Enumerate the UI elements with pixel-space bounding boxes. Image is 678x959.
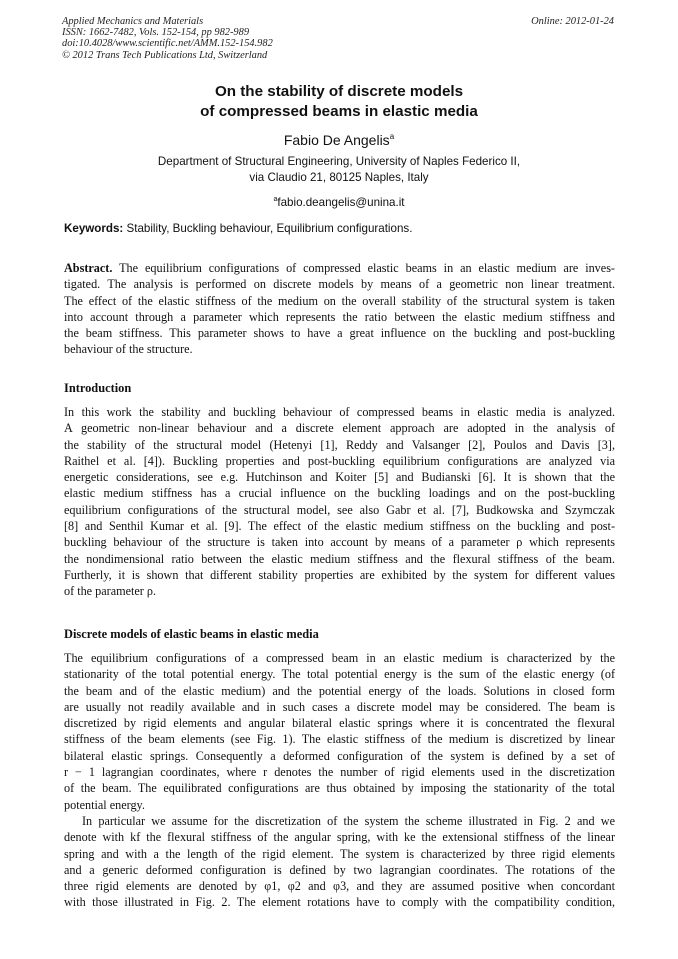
intro-line: the nondimensional ratio between the elastic medium stiffness and the flexural stiffness of the beam.	[64, 551, 615, 566]
keywords-text: Stability, Buckling behaviour, Equilibrium configurations.	[123, 222, 413, 235]
intro-line: Raithel et al. [4]). Buckling properties and post-buckling equilibrium configurations are analyzed via	[64, 453, 615, 468]
journal-copyright: © 2012 Trans Tech Publications Ltd, Switzerland	[62, 49, 268, 61]
intro-line: buckling behaviour of the structure is taken into account by means of a parameter ρ which represents	[64, 535, 615, 550]
affiliation-line-2: via Claudio 21, 80125 Naples, Italy	[249, 171, 429, 184]
discrete-line: are usually not readily available and in such cases a discrete model may be considered. The beam is	[64, 699, 615, 714]
discrete-line: In particular we assume for the discretization of the system the scheme illustrated in Fig. 2 and we	[82, 813, 615, 828]
discrete-line: denote with kf the flexural stiffness of the angular spring, with ke the extensional stiffness of the linear	[64, 830, 615, 845]
author	[0, 128, 678, 149]
discrete-line: r − 1 lagrangian coordinates, where r denotes the number of rigid elements used in the discretization	[64, 765, 615, 780]
discrete-line: three rigid elements are denoted by φ1, φ2 and φ3, and they are assumed positive when concordant	[64, 879, 615, 894]
abstract-label: Abstract.	[64, 261, 113, 275]
intro-line: A geometric non-linear behaviour and a discrete element approach are adopted in the analysis of	[64, 421, 615, 436]
intro-line: of the parameter ρ.	[64, 584, 157, 599]
abstract-line: tigated. The analysis is performed on discrete models by means of a geometric non linear treatment.	[64, 277, 615, 292]
author-name: Fabio De Angelis	[283, 132, 390, 148]
affiliation	[0, 154, 678, 186]
author-sup: a	[389, 132, 395, 141]
discrete-line: of the beam. The equilibrated configurations are thus obtained by imposing the stationarity of the total	[64, 781, 615, 796]
introduction-body	[64, 404, 615, 600]
journal-issn: ISSN: 1662-7482, Vols. 152-154, pp 982-989	[62, 27, 250, 39]
discrete-line: potential energy.	[64, 797, 145, 812]
affiliation-line-1: Department of Structural Engineering, University of Naples Federico II,	[157, 155, 521, 168]
keywords-label: Keywords:	[64, 222, 124, 235]
paper-title	[0, 82, 678, 122]
keywords	[64, 222, 412, 236]
discrete-line: and a generic deformed configuration is defined by two lagrangian coordinates. The rotations of the	[64, 862, 615, 877]
title-line-2: of compressed beams in elastic media	[200, 103, 478, 120]
email-address[interactable]: fabio.deangelis@unina.it	[277, 196, 405, 209]
discrete-line: discretized by rigid elements and angular bilateral elastic springs where it is concentrated the flexural	[64, 716, 615, 731]
intro-line: [8] and Senthil Kumar et al. [9]. The effect of the elastic medium stiffness on the buckling and post-	[64, 519, 615, 534]
email-sup: a	[273, 196, 278, 203]
abstract-line: behaviour of the structure.	[64, 342, 193, 357]
journal-name: Applied Mechanics and Materials	[62, 16, 204, 27]
discrete-line: bilateral elastic springs. Consequently a deformed configuration of the system is defined by a set of	[64, 748, 615, 763]
online-date: Online: 2012-01-24	[531, 16, 614, 27]
title-line-1: On the stability of discrete models	[214, 83, 464, 100]
abstract-line: the beam stiffness. This parameter shows to have a great influence on the buckling and post-buckling	[64, 326, 615, 341]
abstract-line: Abstract. The equilibrium configurations of compressed elastic beams in an elastic medium are inves-	[64, 261, 615, 275]
discrete-line: The equilibrium configurations of a compressed beam in an elastic medium is characterized by the	[64, 651, 615, 665]
discrete-line: stiffness of the beam elements (see Fig. 1). The elastic stiffness of the medium is discretized by linear	[64, 732, 615, 747]
abstract	[64, 260, 615, 358]
journal-header	[62, 16, 273, 61]
intro-line: elastic medium stiffness has a crucial influence on the buckling loadings and on the post-buckling	[64, 486, 615, 501]
discrete-line: spring and with a the length of the rigid element. The system is characterized by three rigid elements	[64, 846, 615, 861]
abstract-line: The effect of the elastic stiffness of the medium on the overall stability of the structural system is taken	[64, 293, 615, 308]
intro-line: Furtherly, it is shown that different stability properties are exhibited by the system for different values	[64, 567, 615, 582]
section-heading-discrete-models: Discrete models of elastic beams in elastic media	[64, 627, 319, 641]
intro-line: the stability of the structural model (Hetenyi [1], Reddy and Valsanger [2], Poulos and Davis [3],	[64, 437, 615, 452]
discrete-line: stationarity of the total potential energy. The total potential energy is the sum of the elastic energy (of	[64, 667, 615, 682]
abstract-line: into account through a parameter which represents the ratio between the elastic medium stiffness and	[64, 309, 615, 324]
section-heading-introduction: Introduction	[64, 381, 132, 395]
discrete-line: the beam and of the elastic medium) and the potential energy of the loads. Solutions in closed form	[64, 683, 615, 698]
intro-line: equilibrium configurations of the structural model, see also Gabr et al. [7], Budkowska and Szymczak	[64, 502, 615, 517]
email	[0, 193, 678, 210]
intro-line: In this work the stability and buckling behaviour of compressed beams in elastic media is analyzed.	[64, 405, 615, 419]
discrete-line: with those illustrated in Fig. 2. The element rotations have to comply with the compatibility condition,	[64, 895, 615, 910]
discrete-body	[64, 650, 615, 911]
journal-doi[interactable]: doi:10.4028/www.scientific.net/AMM.152-154.982	[62, 38, 273, 50]
intro-line: energetic considerations, see e.g. Hutchinson and Koiter [5] and Budianski [6]. It is shown that the	[64, 470, 615, 485]
